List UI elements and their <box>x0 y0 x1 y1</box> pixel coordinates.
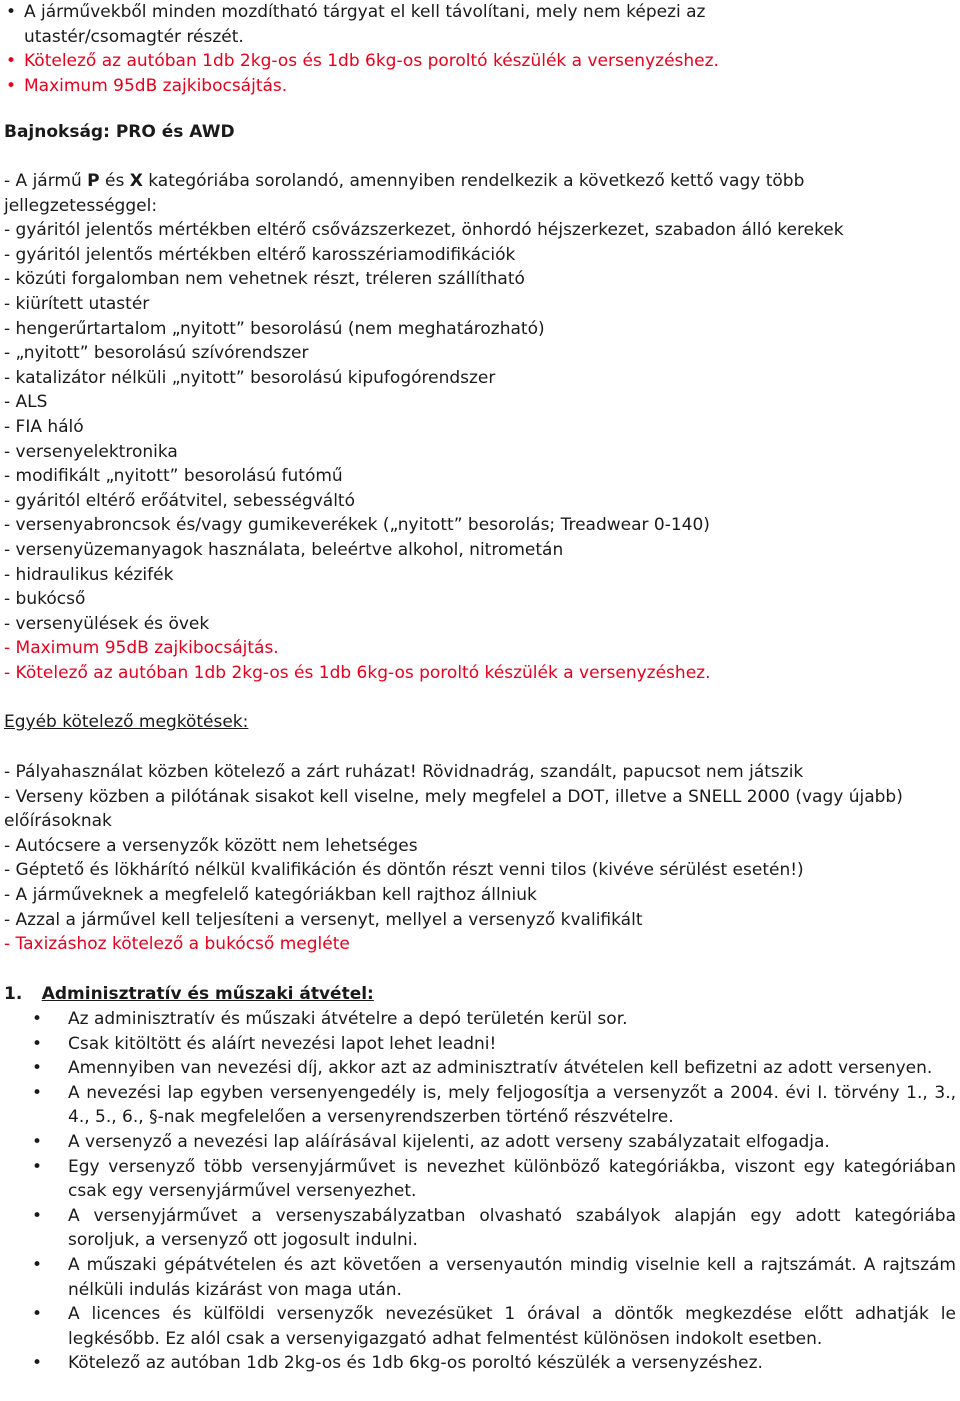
rule-item: - A járműveknek a megfelelő kategóriákban kell rajthoz állniuk <box>4 884 537 905</box>
feature-item: - „nyitott” besorolású szívórendszer <box>4 343 309 364</box>
feature-item: - közúti forgalomban nem vehetnek részt, tréleren szállítható <box>4 269 525 290</box>
feature-item: - modifikált „nyitott” besorolású futómű <box>4 466 343 487</box>
section-1-item: • Csak kitöltött és aláírt nevezési lapot lehet leadni! <box>4 1032 956 1057</box>
section-1-item: • A licences és külföldi versenyzők nevezésüket 1 órával a döntők megkezdése előtt adhatják le legkésőbb. Ez alól csak a versenyigazgató adhat felmentést különösen indokolt esetben. <box>4 1302 956 1351</box>
feature-item: - bukócső <box>4 589 86 610</box>
rule-item: - Géptető és lökhárító nélkül kvalifikáción és döntőn részt venni tilos (kivéve sérülést esetén!) <box>4 860 804 881</box>
feature-item: - hengerűrtartalom „nyitott” besorolású (nem meghatározható) <box>4 318 545 339</box>
rule-item: - Autócsere a versenyzők között nem lehetséges <box>4 835 418 856</box>
section-1-item: • Amennyiben van nevezési díj, akkor azt az adminisztratív átvételen kell befizetni az adott versenyen. <box>4 1056 956 1081</box>
rule-item: - Pályahasználat közben kötelező a zárt ruházat! Rövidnadrág, szandált, papucsot nem játszik <box>4 762 804 782</box>
championship-title <box>4 120 956 145</box>
feature-item: - gyáritól eltérő erőátvitel, sebességváltó <box>4 490 355 511</box>
rule-item-red: - Taxizáshoz kötelező a bukócső megléte <box>4 934 350 955</box>
feature-item: - FIA háló <box>4 416 84 437</box>
intro-text: és <box>99 171 130 191</box>
top-bullet-item-red: • Maximum 95dB zajkibocsájtás. <box>4 74 810 99</box>
section-1-item: • A műszaki gépátvételen és azt követően a versenyautón mindig viselnie kell a rajtszámát. A rajtszám nélküli indulás kizárást von maga után. <box>4 1253 956 1302</box>
section-1-item: • A versenyjárművet a versenyszabályzatban olvasható szabályok alapján egy adott kategóriába soroljuk, a versenyző ott jogosult indulni. <box>4 1204 956 1253</box>
section-1-bullet-list <box>4 1007 956 1376</box>
section-number: 1. <box>4 984 23 1004</box>
rule-item: - Verseny közben a pilótának sisakot kell viselne, mely megfelel a DOT, illetve a SNELL 2000 (vagy újabb) előírásoknak <box>4 786 903 832</box>
top-bullet-block <box>4 0 810 98</box>
feature-item: - versenyüzemanyagok használata, beleértve alkohol, nitrometán <box>4 539 564 560</box>
intro-text: - A jármű <box>4 171 88 191</box>
category-p: P <box>87 171 100 191</box>
championship-heading: Bajnokság: PRO és AWD <box>4 122 235 142</box>
championship-section <box>4 169 956 685</box>
feature-item: - kiürített utastér <box>4 293 150 314</box>
other-section <box>4 760 956 957</box>
feature-item: - gyáritól jelentős mértékben eltérő csővázszerkezet, önhordó héjszerkezet, szabadon álló kerekek <box>4 220 844 241</box>
other-title <box>4 710 956 735</box>
section-1-list-block <box>4 1007 956 1376</box>
feature-item: - hidraulikus kézifék <box>4 564 174 585</box>
feature-item: - katalizátor nélküli „nyitott” besorolású kipufogórendszer <box>4 367 496 388</box>
feature-item-red: - Kötelező az autóban 1db 2kg-os és 1db 6kg-os poroltó készülék a versenyzéshez. <box>4 662 711 683</box>
top-bullet-item: • A járművekből minden mozdítható tárgyat el kell távolítani, mely nem képezi az utastér/csomagtér részét. <box>4 0 810 49</box>
section-1-item: • Az adminisztratív és műszaki átvételre a depó területén kerül sor. <box>4 1007 956 1032</box>
feature-item: - gyáritól jelentős mértékben eltérő karosszériamodifikációk <box>4 244 516 265</box>
category-x: X <box>129 171 143 191</box>
rule-item: - Azzal a járművel kell teljesíteni a versenyt, mellyel a versenyző kvalifikált <box>4 909 643 930</box>
intro-text: kategóriába sorolandó, amennyiben rendelkezik a következő kettő vagy több jellegzetességgel: <box>4 171 805 216</box>
feature-item-red: - Maximum 95dB zajkibocsájtás. <box>4 638 279 659</box>
feature-item: - versenyelektronika <box>4 441 178 462</box>
feature-item: - versenyabroncsok és/vagy gumikeverékek („nyitott” besorolás; Treadwear 0-140) <box>4 515 710 536</box>
section-1-item: • Egy versenyző több versenyjárművet is nevezhet különböző kategóriákba, viszont egy kategóriában csak egy versenyjárművel versenyezhet. <box>4 1155 956 1204</box>
championship-intro <box>4 169 956 218</box>
top-bullet-list <box>4 0 810 98</box>
other-heading: Egyéb kötelező megkötések: <box>4 712 249 732</box>
section-title: Adminisztratív és műszaki átvétel: <box>41 984 374 1004</box>
top-bullet-item-red: • Kötelező az autóban 1db 2kg-os és 1db 6kg-os poroltó készülék a versenyzéshez. <box>4 49 810 74</box>
section-1-item: • A nevezési lap egyben versenyengedély is, mely feljogosítja a versenyzőt a 2004. évi I. törvény 1., 3., 4., 5., 6., §-nak megfelelően a versenyrendszerben történő részvételre. <box>4 1081 956 1130</box>
section-1-item: • Kötelező az autóban 1db 2kg-os és 1db 6kg-os poroltó készülék a versenyzéshez. <box>4 1351 956 1376</box>
section-1-item: • A versenyző a nevezési lap aláírásával kijelenti, az adott verseny szabályzatait elfogadja. <box>4 1130 956 1155</box>
feature-item: - ALS <box>4 392 48 413</box>
section-1-heading <box>4 982 956 1007</box>
feature-item: - versenyülések és övek <box>4 613 210 634</box>
